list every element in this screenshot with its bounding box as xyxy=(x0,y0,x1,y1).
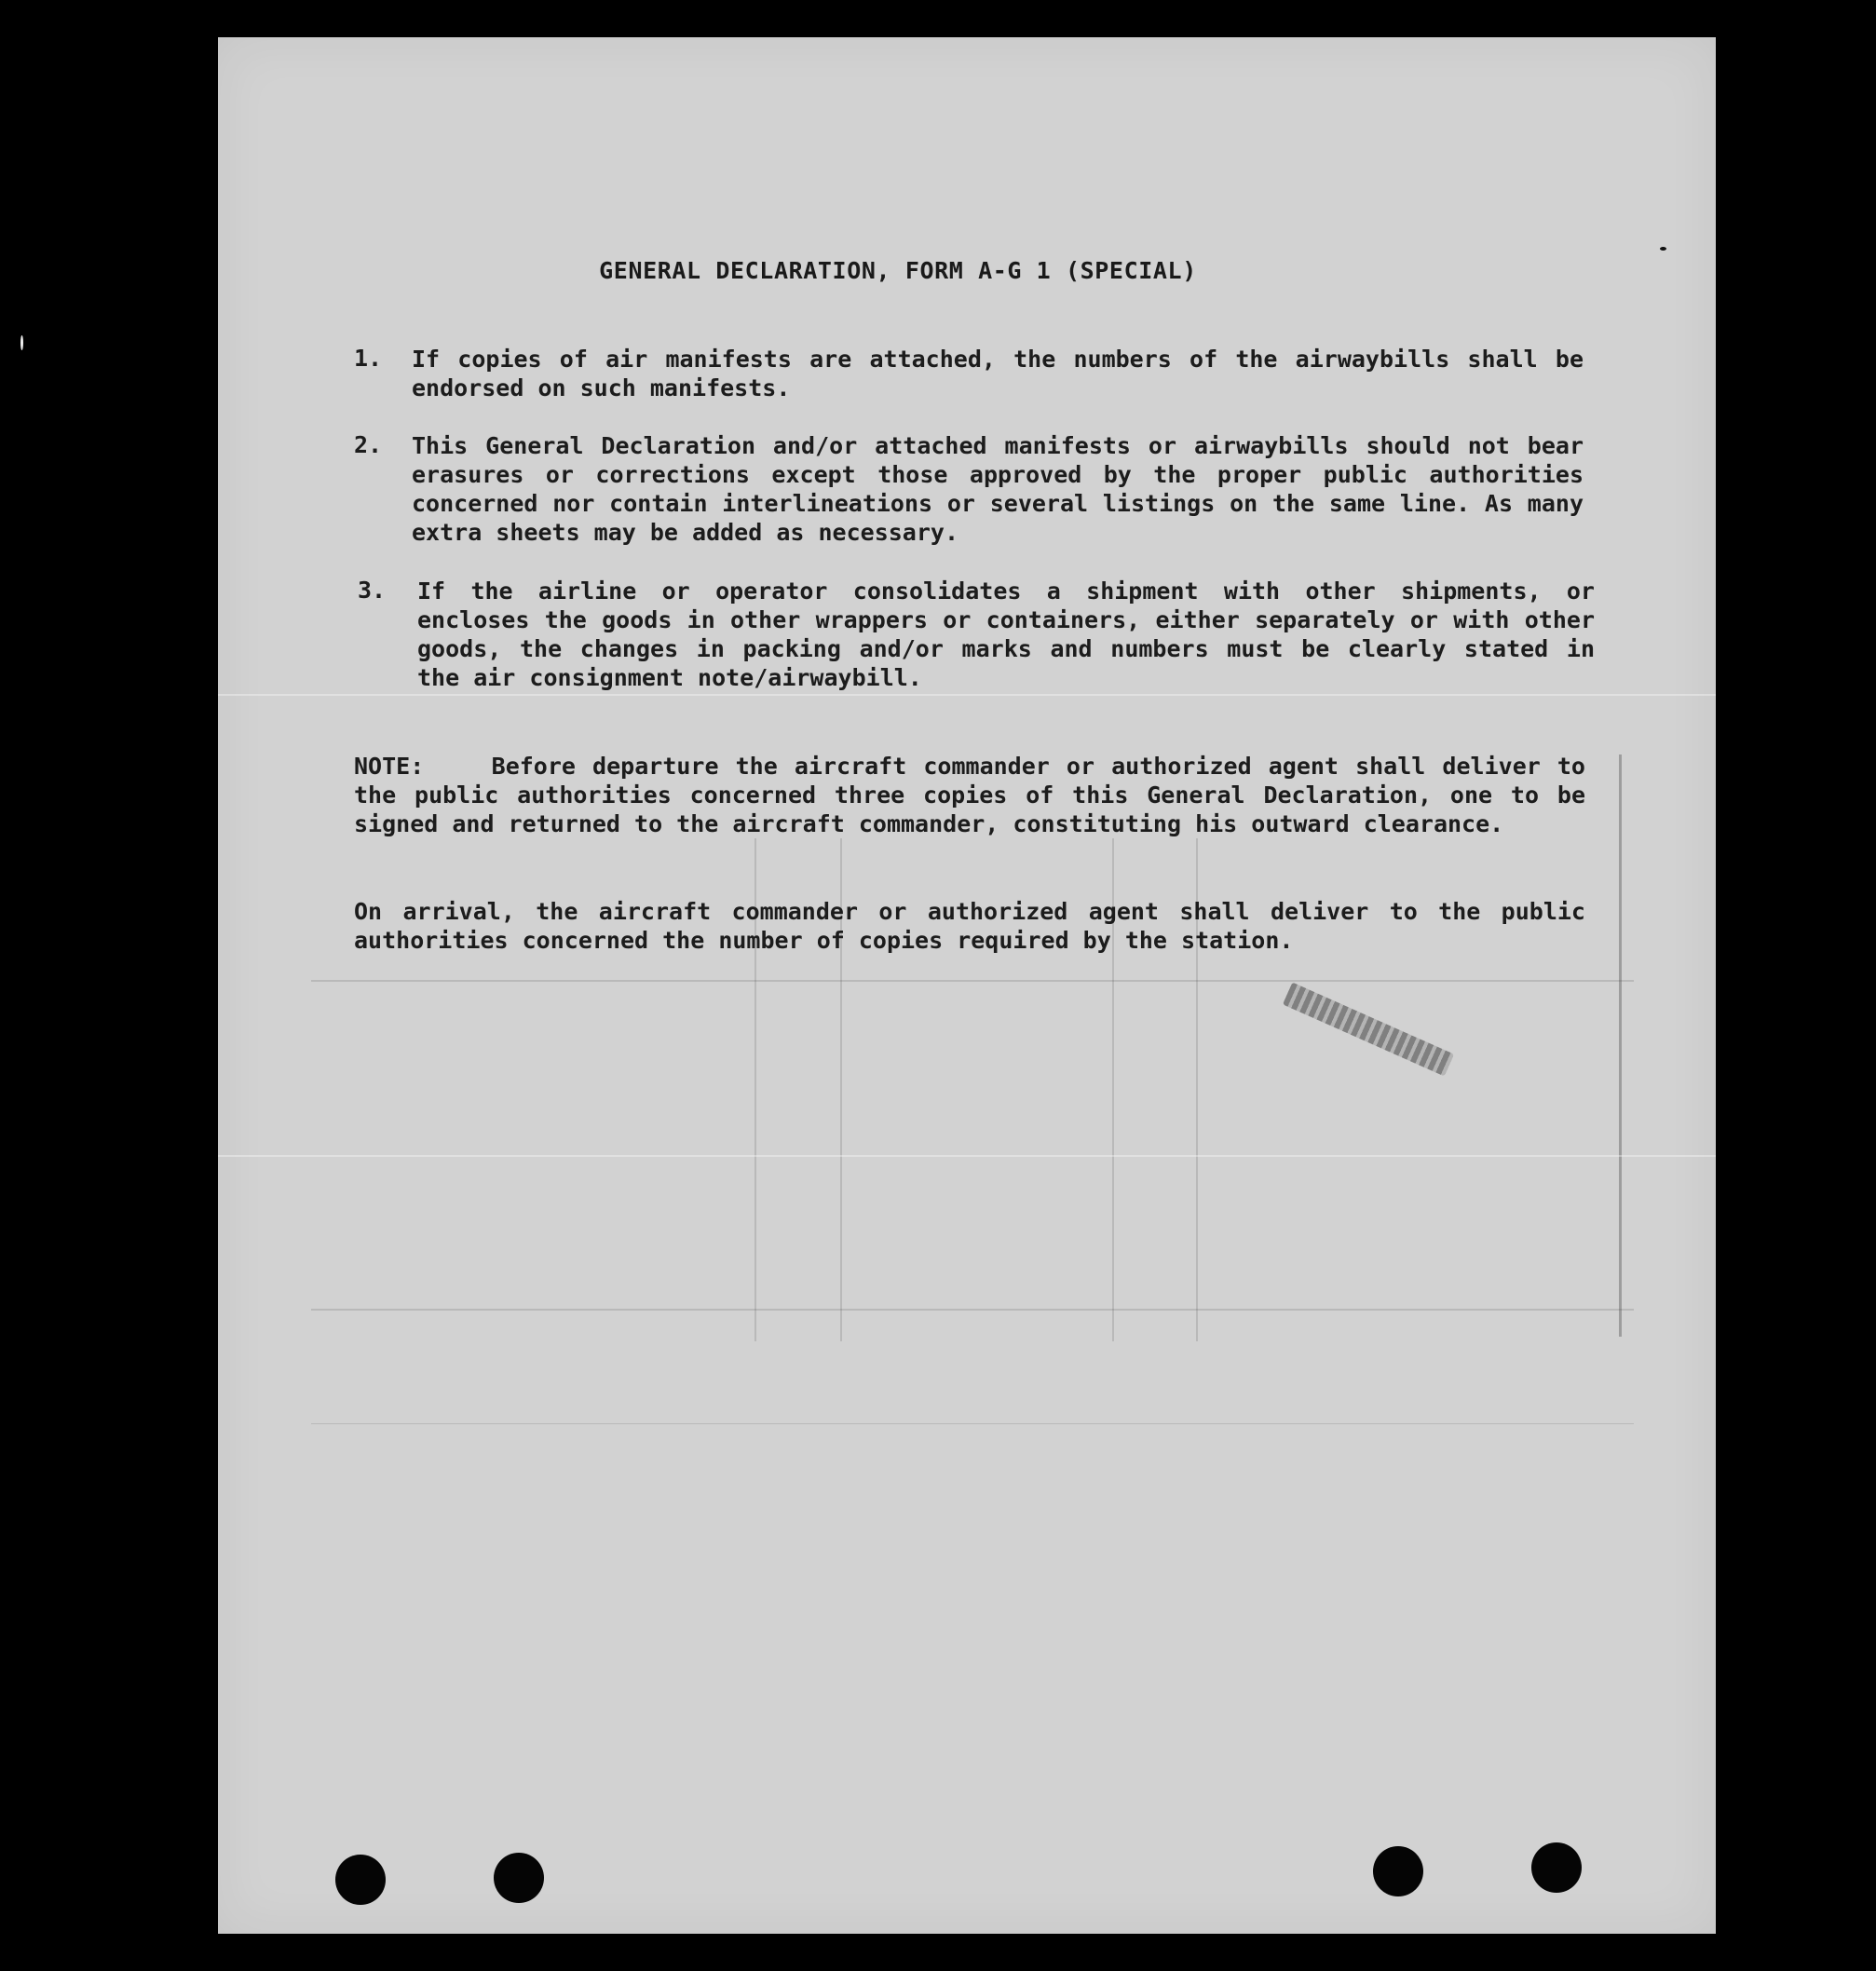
item-text: If the airline or operator consolidates a shipment with other shipments, or encloses the goods in other wrappers or containers, either separately or with other goods, the changes in packing and/or marks and numbers must be clearly stated in the air consignment note/airwaybill. xyxy=(417,578,1595,691)
faded-stamp-mark xyxy=(1283,982,1454,1076)
item-number: 1. xyxy=(354,345,383,372)
note-label: NOTE: xyxy=(354,753,425,780)
bleed-through-line xyxy=(311,1309,1634,1311)
scan-speck xyxy=(20,335,23,350)
item-number: 2. xyxy=(354,431,383,458)
punch-hole xyxy=(335,1855,386,1905)
bleed-through-line xyxy=(311,980,1634,982)
item-text: This General Declaration and/or attached manifests or airwaybills should not bear erasures or corrections except those approved by the proper public authorities concerned nor contain interlineations or several listings on the same line. As many extra sheets may be added as necessary. xyxy=(412,432,1584,546)
document-page xyxy=(218,37,1716,1934)
note-paragraph xyxy=(354,752,1585,838)
item-text: If copies of air manifests are attached, the numbers of the airwaybills shall be endorsed on such manifests. xyxy=(412,346,1584,401)
item-number: 3. xyxy=(358,577,387,604)
paper-fold-line xyxy=(218,1155,1716,1157)
bleed-through-line xyxy=(1619,754,1622,1337)
bleed-through-line xyxy=(311,1423,1634,1424)
scan-speck xyxy=(1660,247,1666,251)
note-text: Before departure the aircraft commander or authorized agent shall deliver to the public authorities concerned three copies of this General Declaration, one to be signed and returned to the aircraft commander, constituting his outward clearance. xyxy=(354,753,1585,837)
document-title: GENERAL DECLARATION, FORM A-G 1 (SPECIAL) xyxy=(599,257,1197,284)
punch-hole xyxy=(494,1853,544,1903)
punch-hole xyxy=(1531,1842,1582,1893)
arrival-paragraph: On arrival, the aircraft commander or authorized agent shall deliver to the public authorities concerned the number of copies required by the station. xyxy=(354,898,1585,954)
paper-fold-line xyxy=(218,694,1716,696)
punch-hole xyxy=(1373,1846,1423,1896)
